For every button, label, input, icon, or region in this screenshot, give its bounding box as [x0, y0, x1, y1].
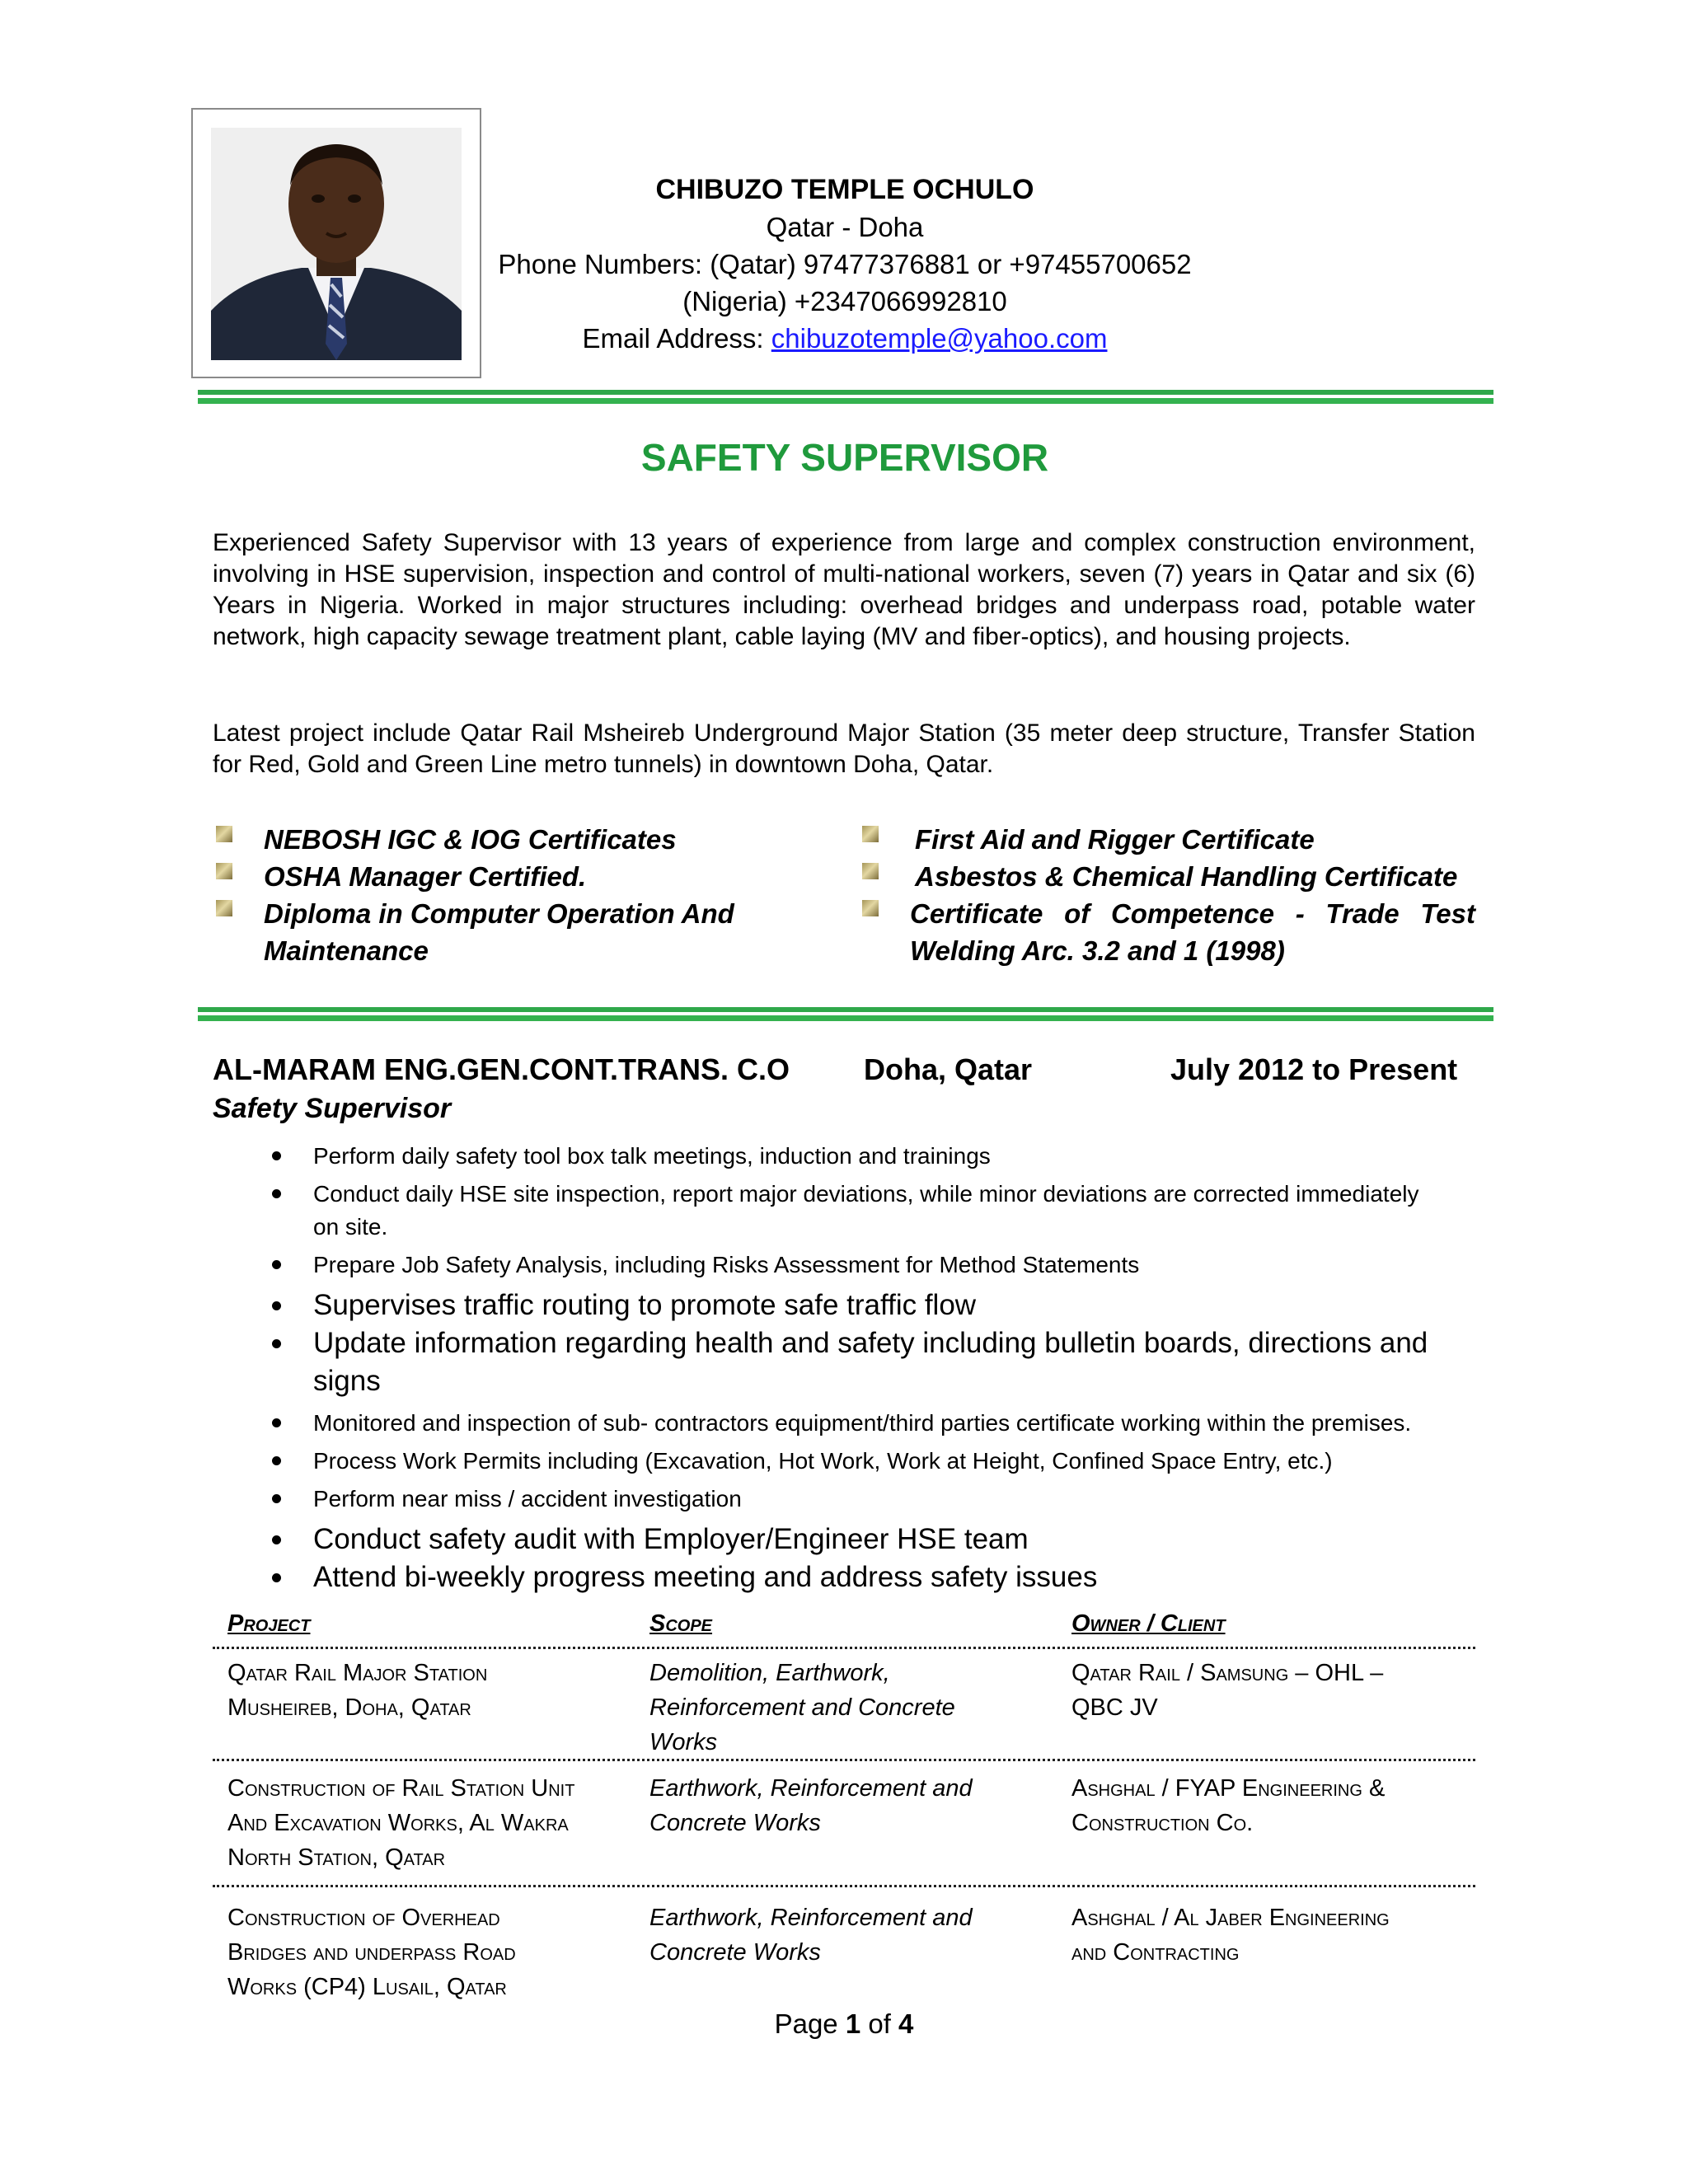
profile-photo [211, 128, 462, 360]
section-divider [198, 390, 1493, 404]
company-location: Doha, Qatar [864, 1052, 1033, 1086]
certificate-item: NEBOSH IGC & IOG Certificates [213, 821, 790, 858]
location-text: Qatar - Doha [766, 212, 924, 242]
duties-list [272, 1140, 1484, 1596]
role-title: Safety Supervisor [213, 1093, 452, 1124]
list-item: Update information regarding health and safety including bulletin boards, directions and signs [272, 1324, 1484, 1400]
email-line [462, 320, 1228, 357]
list-item: Perform near miss / accident investigation [272, 1483, 1484, 1516]
list-item: Conduct safety audit with Employer/Engineer HSE team [272, 1521, 1484, 1558]
list-item: Conduct daily HSE site inspection, report major deviations, while minor deviations are corrected immediately on site. [272, 1178, 1451, 1244]
email-label: Email Address: [582, 323, 771, 354]
certificate-item: Asbestos & Chemical Handling Certificate [857, 858, 1475, 895]
column-header-owner: Owner / Client [1071, 1610, 1226, 1637]
list-item: Perform daily safety tool box talk meetings, induction and trainings [272, 1140, 1484, 1173]
job-title: SAFETY SUPERVISOR [640, 436, 1049, 479]
certificates-right [857, 821, 1475, 969]
page-number: Page 1 of 4 [774, 2008, 914, 2039]
certificate-item: Diploma in Computer Operation And Maintenance [213, 895, 758, 969]
list-item: Prepare Job Safety Analysis, including Risks Assessment for Method Statements [272, 1249, 1484, 1282]
section-divider [198, 1007, 1493, 1021]
certificate-item: OSHA Manager Certified. [213, 858, 790, 895]
table-row: Construction of Overhead Bridges and underpass Road Works (CP4) Lusail, Qatar Earthwork, Reinforcement and Concrete Works Ashghal / Al Jaber Engineering and Contracting [227, 1905, 1390, 2000]
phone-numbers: Phone Numbers: (Qatar) 97477376881 or +97455700652 [498, 249, 1192, 279]
company-name: AL-MARAM ENG.GEN.CONT.TRANS. C.O [213, 1052, 790, 1086]
table-header-row [213, 1599, 1475, 1647]
bullet-icon [216, 900, 232, 916]
bullet-icon [862, 826, 879, 842]
email-link[interactable]: chibuzotemple@yahoo.com [771, 323, 1108, 354]
projects-table [213, 1599, 1475, 2024]
certificates-left [213, 821, 790, 969]
bullet-icon [216, 826, 232, 842]
column-header-scope: Scope [649, 1610, 713, 1637]
summary-paragraph: Experienced Safety Supervisor with 13 years of experience from large and complex construction environment, involving in HSE supervision, inspection and control of multi-national workers, seven (7) years in Qatar and six (6) Years in Nigeria. Worked in major structures including: overhead bridges and underpass road, potable water network, high capacity sewage treatment plant, cable laying (MV and fiber-optics), and housing projects. [213, 529, 1475, 650]
table-row: Qatar Rail Major Station Musheireb, Doha, Qatar Demolition, Earthwork, Reinforcement and Concrete Works Qatar Rail / Samsung – OHL – QBC JV [227, 1660, 1384, 1755]
employment-period: July 2012 to Present [1170, 1052, 1458, 1086]
bullet-icon [862, 863, 879, 879]
list-item: Supervises traffic routing to promote safe traffic flow [272, 1286, 1484, 1324]
latest-project-paragraph: Latest project include Qatar Rail Msheireb Underground Major Station (35 meter deep structure, Transfer Station for Red, Gold and Green Line metro tunnels) in downtown Doha, Qatar. [213, 719, 1475, 778]
contact-header [462, 171, 1228, 357]
list-item: Attend bi-weekly progress meeting and address safety issues [272, 1558, 1484, 1596]
bullet-icon [216, 863, 232, 879]
bullet-icon [862, 900, 879, 916]
table-row: Construction of Rail Station Unit And Excavation Works, Al Wakra North Station, Qatar Earthwork, Reinforcement and Concrete Works Ashghal / FYAP Engineering & Construction Co. [227, 1775, 1386, 1871]
certificate-item: First Aid and Rigger Certificate [857, 821, 1475, 858]
list-item: Monitored and inspection of sub- contractors equipment/third parties certificate working within the premises. [272, 1407, 1451, 1440]
candidate-name: CHIBUZO TEMPLE OCHULO [655, 174, 1034, 205]
certificate-item: Certificate of Competence - Trade Test Welding Arc. 3.2 and 1 (1998) [857, 895, 1475, 969]
column-header-project: Project [227, 1610, 311, 1637]
list-item: Process Work Permits including (Excavation, Hot Work, Work at Height, Confined Space Entry, etc.) [272, 1445, 1484, 1478]
profile-photo-frame [191, 108, 481, 378]
person-portrait-icon [211, 128, 462, 360]
phone-nigeria: (Nigeria) +2347066992810 [682, 286, 1007, 316]
